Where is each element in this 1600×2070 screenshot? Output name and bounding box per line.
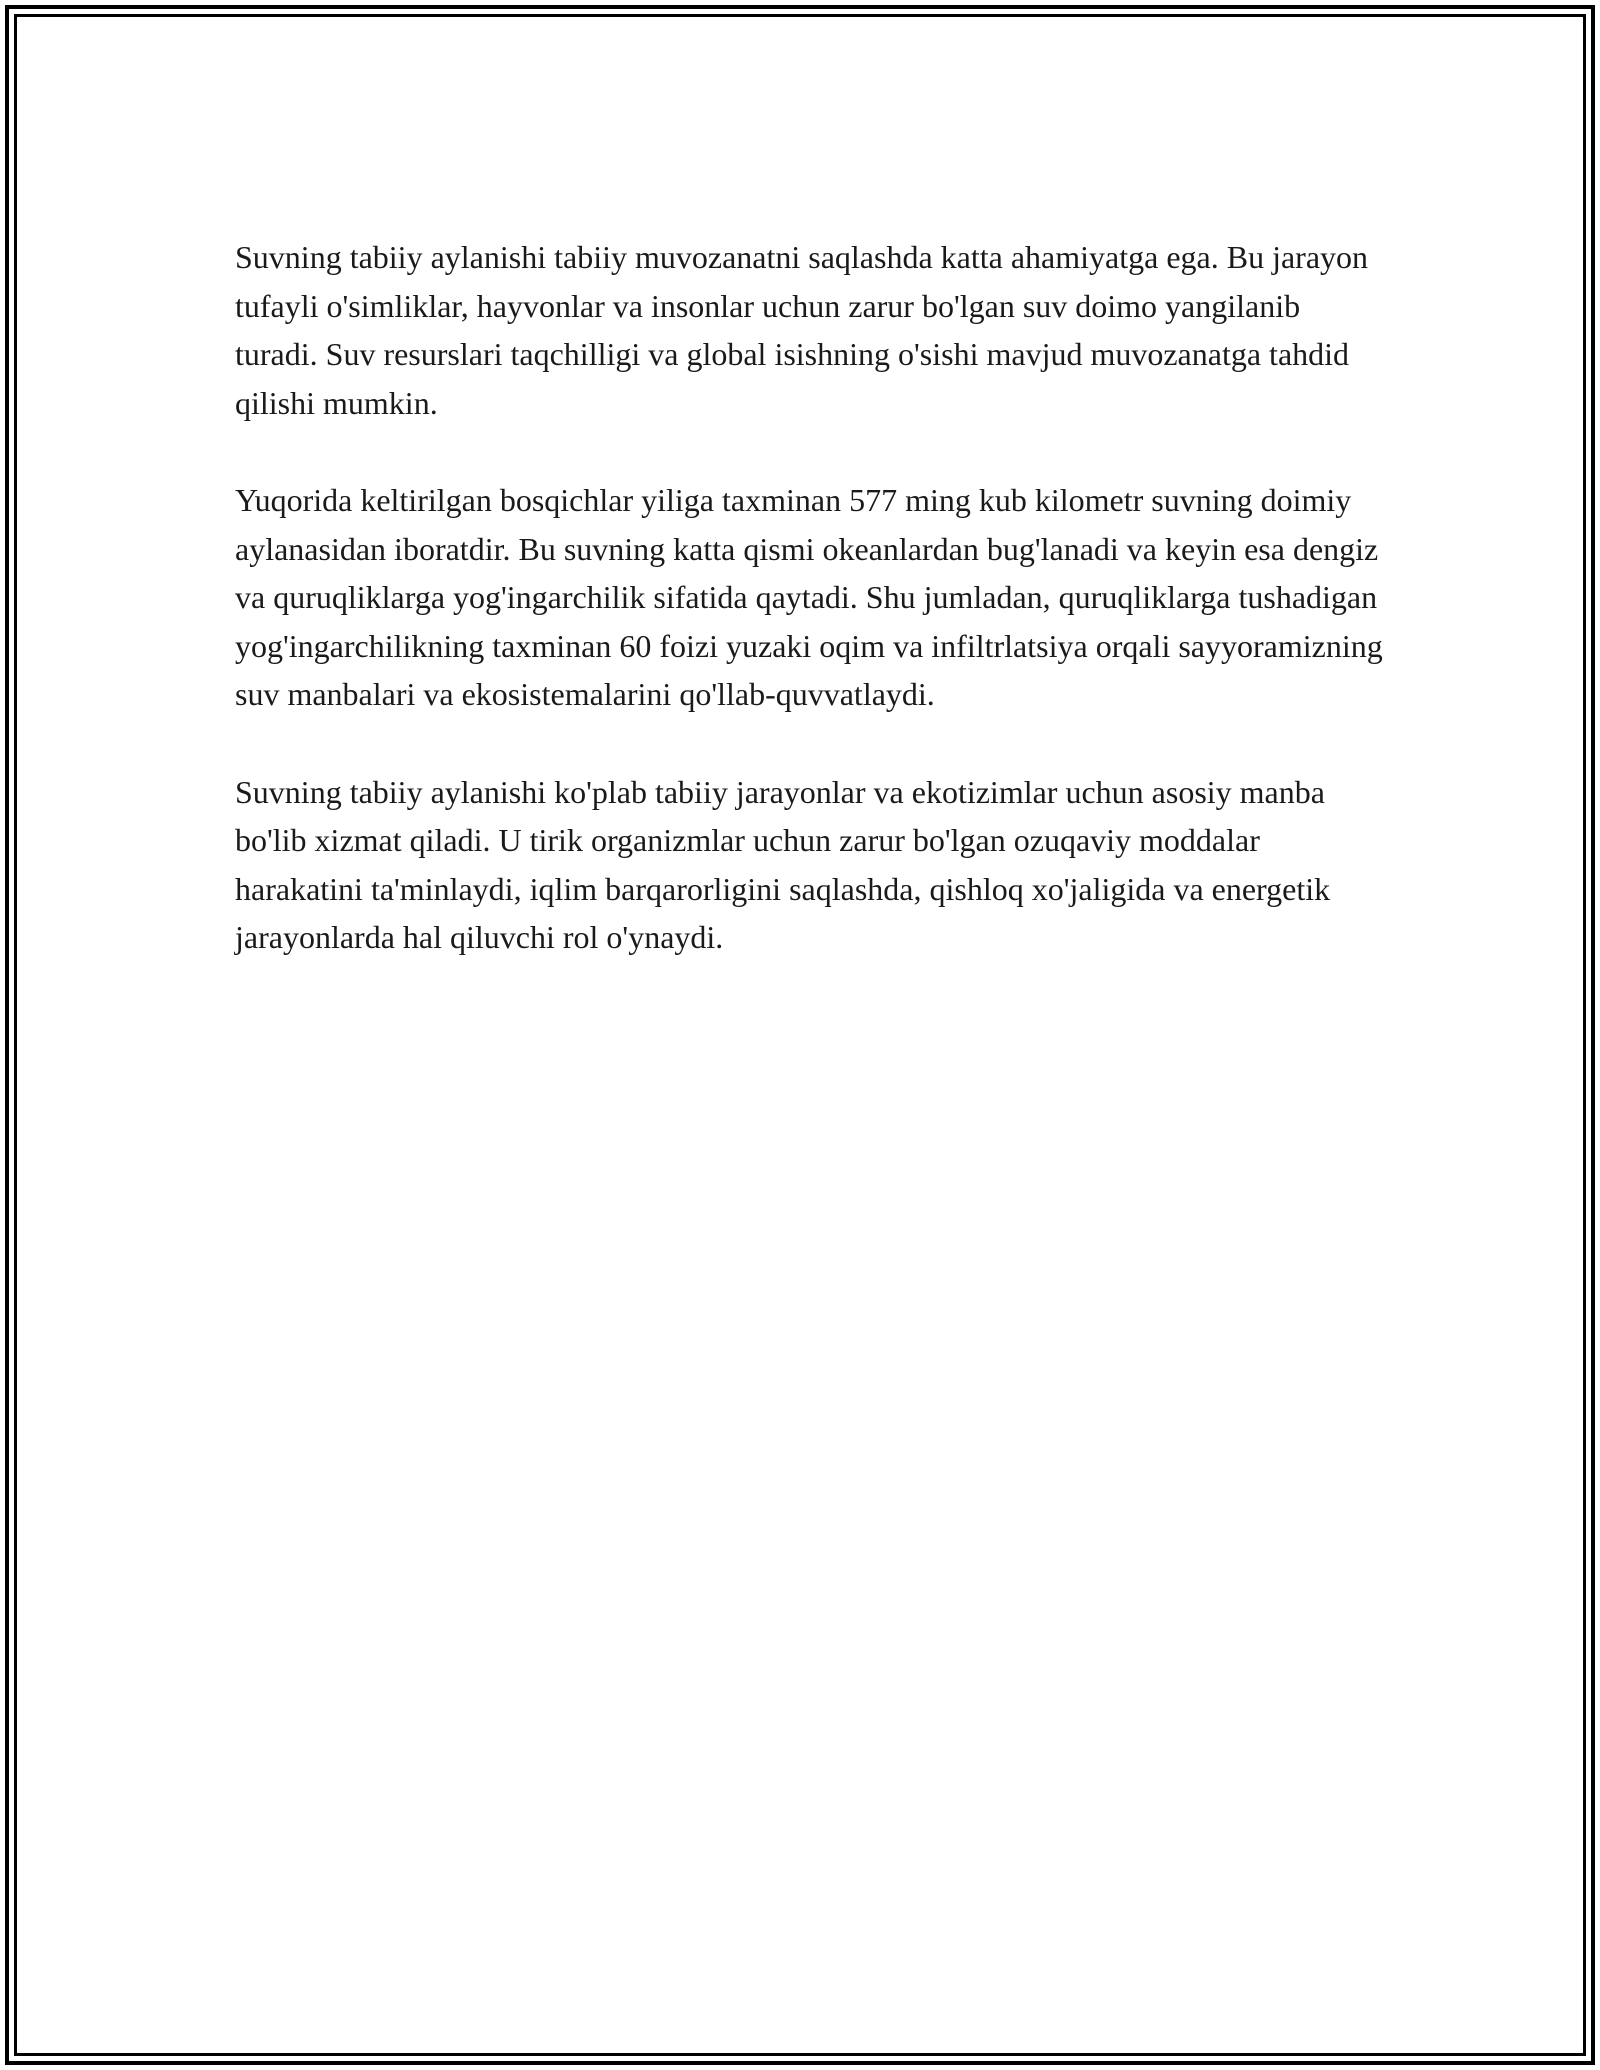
document-body xyxy=(235,233,1385,1011)
paragraph-3: Suvning tabiiy aylanishi ko'plab tabiiy jarayonlar va ekotizimlar uchun asosiy manba bo'lib xizmat qiladi. U tirik organizmlar uchun zarur bo'lgan ozuqaviy moddalar harakatini ta'minlaydi, iqlim barqarorligini saqlashda, qishloq xo'jaligida va energetik jarayonlarda hal qiluvchi rol o'ynaydi. xyxy=(235,773,1331,955)
paragraph-1: Suvning tabiiy aylanishi tabiiy muvozanatni saqlashda katta ahamiyatga ega. Bu jarayon tufayli o'simliklar, hayvonlar va insonlar uchun zarur bo'lgan suv doimo yangilanib turadi. Suv resurslari taqchilligi va global isishning o'sishi mavjud muvozanatga tahdid qilishi mumkin. xyxy=(235,239,1369,421)
paragraph-2: Yuqorida keltirilgan bosqichlar yiliga taxminan 577 ming kub kilometr suvning doimiy aylanasidan iboratdir. Bu suvning katta qismi okeanlardan bug'lanadi va keyin esa dengiz va quruqliklarga yog'ingarchilik sifatida qaytadi. Shu jumladan, quruqliklarga tushadigan yog'ingarchilikning taxminan 60 foizi yuzaki oqim va infiltrlatsiya orqali sayyoramizning suv manbalari va ekosistemalarini qo'llab-quvvatlaydi. xyxy=(235,482,1383,712)
